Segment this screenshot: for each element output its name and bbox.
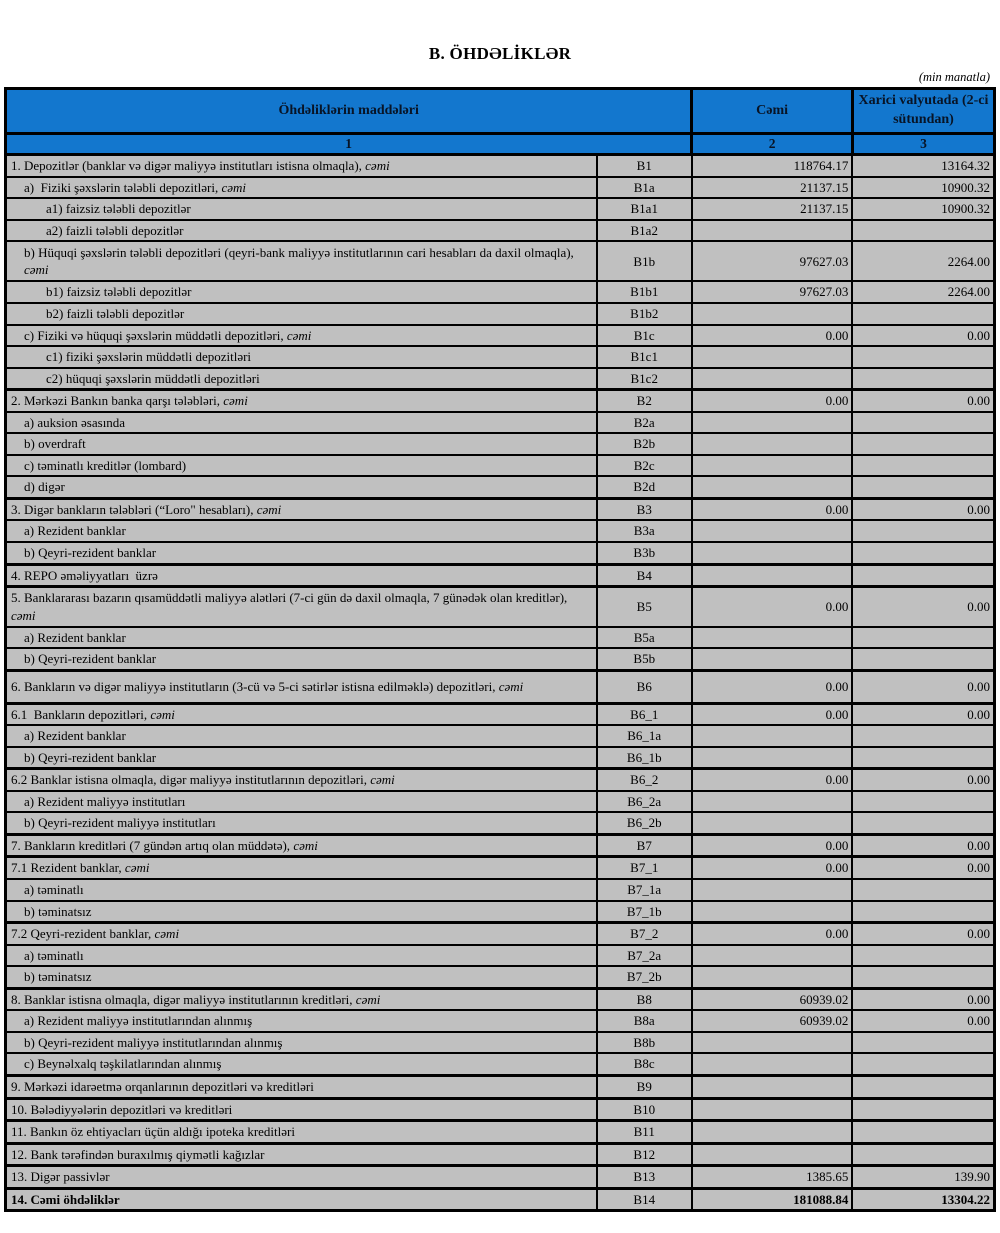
row-code: B7_1a [597,879,692,901]
row-total-value [692,901,853,923]
row-label: 12. Bank tərəfindən buraxılmış qiymətli kağızlar [6,1143,597,1166]
row-foreign-value [852,1053,994,1075]
row-label: 11. Bankın öz ehtiyacları üçün aldığı ipoteka kreditləri [6,1121,597,1144]
table-row-B5 [6,587,995,627]
row-foreign-value: 139.90 [852,1166,994,1189]
row-total-value: 0.00 [692,670,853,703]
table-header [6,89,995,155]
row-code: B3b [597,542,692,564]
row-label: b) Qeyri-rezident maliyyə institutları [6,812,597,834]
row-total-value [692,303,853,325]
table-row-B8 [6,988,995,1010]
row-total-value [692,812,853,834]
row-total-value: 60939.02 [692,1010,853,1032]
row-code: B3 [597,498,692,520]
table-row-B3 [6,498,995,520]
row-total-value [692,879,853,901]
header-row-labels [6,89,995,134]
row-foreign-value [852,346,994,368]
row-total-value [692,791,853,813]
row-foreign-value [852,1143,994,1166]
row-foreign-value [852,455,994,477]
row-total-value [692,627,853,649]
row-code: B2d [597,476,692,498]
row-foreign-value [852,901,994,923]
row-label: 8. Banklar istisna olmaqla, digər maliyyə institutlarının kreditləri, cəmi [6,988,597,1010]
table-row-B6_1a [6,725,995,747]
row-code: B6_1 [597,703,692,725]
row-total-value: 0.00 [692,769,853,791]
row-label: b2) faizli tələbli depozitlər [6,303,597,325]
row-code: B6_1a [597,725,692,747]
row-foreign-value: 0.00 [852,857,994,879]
row-label: c) təminatlı kreditlər (lombard) [6,455,597,477]
table-row-B6_2b [6,812,995,834]
row-total-value [692,520,853,542]
row-label: 9. Mərkəzi idarəetmə orqanlarının depozitləri və kreditləri [6,1075,597,1098]
row-foreign-value: 0.00 [852,923,994,945]
table-row-B6_2a [6,791,995,813]
row-label: 6. Bankların və digər maliyyə institutların (3-cü və 5-ci sətirlər istisna edilməklə) depozitləri, cəmi [6,670,597,703]
table-row-B1c1 [6,346,995,368]
row-foreign-value: 13164.32 [852,155,994,177]
row-foreign-value: 0.00 [852,834,994,857]
row-code: B5b [597,648,692,670]
row-foreign-value [852,520,994,542]
row-label: b) overdraft [6,433,597,455]
row-total-value: 97627.03 [692,241,853,281]
row-code: B6_1b [597,747,692,769]
table-row-B13 [6,1166,995,1189]
row-foreign-value: 0.00 [852,325,994,347]
row-label: 2. Mərkəzi Bankın banka qarşı tələbləri, cəmi [6,390,597,412]
table-row-B1a [6,177,995,199]
row-label: 7.2 Qeyri-rezident banklar, cəmi [6,923,597,945]
row-code: B7_2a [597,945,692,967]
table-row-B2b [6,433,995,455]
row-total-value [692,648,853,670]
row-label: b) təminatsız [6,966,597,988]
row-code: B6_2a [597,791,692,813]
table-row-B3b [6,542,995,564]
row-foreign-value [852,725,994,747]
row-foreign-value [852,476,994,498]
row-total-value [692,945,853,967]
row-label: a) təminatlı [6,945,597,967]
row-total-value: 0.00 [692,587,853,627]
row-code: B5 [597,587,692,627]
header-items-column: Öhdəliklərin maddələri [6,89,692,134]
table-row-B1c [6,325,995,347]
table-row-B9 [6,1075,995,1098]
row-foreign-value [852,627,994,649]
row-total-value: 0.00 [692,703,853,725]
table-row-B7_2b [6,966,995,988]
liabilities-table [4,87,996,1212]
row-code: B5a [597,627,692,649]
row-total-value: 181088.84 [692,1188,853,1211]
row-code: B10 [597,1098,692,1121]
table-row-B3a [6,520,995,542]
row-code: B6 [597,670,692,703]
row-foreign-value: 10900.32 [852,177,994,199]
row-total-value: 0.00 [692,857,853,879]
row-foreign-value [852,303,994,325]
row-label: a1) faizsiz tələbli depozitlər [6,198,597,220]
row-label: b) Qeyri-rezident banklar [6,648,597,670]
table-row-B7_1b [6,901,995,923]
row-foreign-value [852,1032,994,1054]
row-code: B1c [597,325,692,347]
row-label: 10. Bələdiyyələrin depozitləri və kreditləri [6,1098,597,1121]
liabilities-table-body [6,155,995,1211]
row-total-value [692,346,853,368]
table-row-B5a [6,627,995,649]
row-total-value: 0.00 [692,325,853,347]
table-row-B1a1 [6,198,995,220]
table-row-B6_1b [6,747,995,769]
table-row-B8a [6,1010,995,1032]
row-total-value [692,725,853,747]
row-foreign-value [852,966,994,988]
row-code: B14 [597,1188,692,1211]
row-total-value: 118764.17 [692,155,853,177]
row-code: B4 [597,564,692,587]
row-foreign-value [852,433,994,455]
row-total-value: 21137.15 [692,177,853,199]
row-foreign-value: 0.00 [852,988,994,1010]
row-code: B6_2b [597,812,692,834]
row-foreign-value [852,412,994,434]
row-label: 3. Digər bankların tələbləri (“Loro" hesabları), cəmi [6,498,597,520]
row-foreign-value: 0.00 [852,587,994,627]
table-row-B2a [6,412,995,434]
row-total-value [692,1075,853,1098]
row-label: b) Qeyri-rezident maliyyə institutlarından alınmış [6,1032,597,1054]
row-label: a) auksion əsasında [6,412,597,434]
row-label: 4. REPO əməliyyatları üzrə [6,564,597,587]
row-label: 6.2 Banklar istisna olmaqla, digər maliyyə institutlarının depozitləri, cəmi [6,769,597,791]
row-foreign-value [852,542,994,564]
table-row-B1a2 [6,220,995,242]
row-label: a) Rezident maliyyə institutları [6,791,597,813]
row-code: B1c1 [597,346,692,368]
header-col-number-1: 1 [6,134,692,155]
header-foreign-column: Xarici valyutada (2-ci sütundan) [852,89,994,134]
row-total-value [692,412,853,434]
row-foreign-value [852,1098,994,1121]
table-row-B8b [6,1032,995,1054]
row-total-value [692,1098,853,1121]
row-code: B1a1 [597,198,692,220]
row-foreign-value [852,1121,994,1144]
row-foreign-value: 0.00 [852,1010,994,1032]
row-total-value [692,1143,853,1166]
row-label: 1. Depozitlər (banklar və digər maliyyə institutları istisna olmaqla), cəmi [6,155,597,177]
row-total-value: 0.00 [692,498,853,520]
table-row-B7_2 [6,923,995,945]
row-foreign-value [852,648,994,670]
row-foreign-value: 2264.00 [852,281,994,303]
table-row-B12 [6,1143,995,1166]
row-code: B7_2b [597,966,692,988]
table-row-B4 [6,564,995,587]
row-foreign-value: 2264.00 [852,241,994,281]
table-row-B5b [6,648,995,670]
row-label: a) təminatlı [6,879,597,901]
row-total-value: 0.00 [692,923,853,945]
row-foreign-value: 0.00 [852,670,994,703]
row-total-value: 1385.65 [692,1166,853,1189]
row-label: b) Qeyri-rezident banklar [6,747,597,769]
row-total-value [692,433,853,455]
row-code: B8b [597,1032,692,1054]
row-label: 7.1 Rezident banklar, cəmi [6,857,597,879]
row-label: d) digər [6,476,597,498]
row-code: B1a2 [597,220,692,242]
header-col-number-2: 2 [692,134,853,155]
row-code: B1b [597,241,692,281]
row-label: b) Qeyri-rezident banklar [6,542,597,564]
row-label: b1) faizsiz tələbli depozitlər [6,281,597,303]
row-total-value: 60939.02 [692,988,853,1010]
row-code: B8c [597,1053,692,1075]
row-total-value [692,368,853,390]
row-total-value: 97627.03 [692,281,853,303]
row-code: B11 [597,1121,692,1144]
row-total-value [692,564,853,587]
table-row-B1c2 [6,368,995,390]
row-code: B3a [597,520,692,542]
row-code: B2b [597,433,692,455]
row-foreign-value: 13304.22 [852,1188,994,1211]
row-foreign-value [852,879,994,901]
row-total-value [692,747,853,769]
row-foreign-value [852,368,994,390]
row-label: c2) hüquqi şəxslərin müddətli depozitləri [6,368,597,390]
table-row-B11 [6,1121,995,1144]
table-row-B6 [6,670,995,703]
row-label: 7. Bankların kreditləri (7 gündən artıq olan müddətə), cəmi [6,834,597,857]
row-total-value [692,476,853,498]
row-code: B1 [597,155,692,177]
row-code: B6_2 [597,769,692,791]
page-title: B. ÖHDƏLİKLƏR [428,44,572,63]
row-code: B2 [597,390,692,412]
table-row-B8c [6,1053,995,1075]
row-code: B1c2 [597,368,692,390]
row-code: B2c [597,455,692,477]
row-label: a) Rezident banklar [6,627,597,649]
row-label: a) Fiziki şəxslərin tələbli depozitləri, cəmi [6,177,597,199]
row-label: 6.1 Bankların depozitləri, cəmi [6,703,597,725]
row-code: B2a [597,412,692,434]
row-total-value [692,220,853,242]
row-total-value: 0.00 [692,834,853,857]
table-row-B6_1 [6,703,995,725]
row-foreign-value: 0.00 [852,390,994,412]
row-foreign-value: 0.00 [852,498,994,520]
table-row-B7 [6,834,995,857]
row-label: a) Rezident banklar [6,520,597,542]
row-foreign-value [852,791,994,813]
row-total-value [692,1121,853,1144]
row-label: c) Beynəlxalq təşkilatlarından alınmış [6,1053,597,1075]
table-row-B1b2 [6,303,995,325]
table-row-B1b [6,241,995,281]
table-row-B6_2 [6,769,995,791]
row-foreign-value [852,812,994,834]
row-foreign-value [852,747,994,769]
header-col-number-3: 3 [852,134,994,155]
row-total-value [692,455,853,477]
table-row-B7_1 [6,857,995,879]
row-foreign-value [852,220,994,242]
row-code: B1b2 [597,303,692,325]
table-row-B2 [6,390,995,412]
row-total-value [692,1032,853,1054]
row-total-value: 0.00 [692,390,853,412]
row-code: B13 [597,1166,692,1189]
row-label: b) Hüquqi şəxslərin tələbli depozitləri (qeyri-bank maliyyə institutlarının cari hesabları da daxil olmaqla), cəmi [6,241,597,281]
row-total-value: 21137.15 [692,198,853,220]
unit-note: (min manatla) [918,70,990,84]
row-code: B7_1b [597,901,692,923]
row-foreign-value: 0.00 [852,703,994,725]
row-label: b) təminatsız [6,901,597,923]
table-row-B2d [6,476,995,498]
table-row-B7_2a [6,945,995,967]
row-label: c) Fiziki və hüquqi şəxslərin müddətli depozitləri, cəmi [6,325,597,347]
row-code: B12 [597,1143,692,1166]
row-code: B1b1 [597,281,692,303]
row-foreign-value: 10900.32 [852,198,994,220]
row-total-value [692,542,853,564]
table-row-B2c [6,455,995,477]
table-row-B1 [6,155,995,177]
row-foreign-value: 0.00 [852,769,994,791]
row-foreign-value [852,945,994,967]
row-label: 14. Cəmi öhdəliklər [6,1188,597,1211]
row-code: B7_1 [597,857,692,879]
row-label: 13. Digər passivlər [6,1166,597,1189]
row-label: a2) faizli tələbli depozitlər [6,220,597,242]
table-row-B1b1 [6,281,995,303]
row-code: B7 [597,834,692,857]
row-code: B1a [597,177,692,199]
row-foreign-value [852,1075,994,1098]
row-label: a) Rezident maliyyə institutlarından alınmış [6,1010,597,1032]
row-code: B7_2 [597,923,692,945]
header-row-numbers [6,134,995,155]
row-code: B8 [597,988,692,1010]
table-row-B10 [6,1098,995,1121]
row-label: c1) fiziki şəxslərin müddətli depozitləri [6,346,597,368]
row-total-value [692,966,853,988]
row-code: B9 [597,1075,692,1098]
table-row-B14 [6,1188,995,1211]
row-code: B8a [597,1010,692,1032]
row-label: a) Rezident banklar [6,725,597,747]
header-total-column: Cəmi [692,89,853,134]
row-total-value [692,1053,853,1075]
report-page [0,44,1000,1233]
table-row-B7_1a [6,879,995,901]
row-label: 5. Banklararası bazarın qısamüddətli maliyyə alətləri (7-ci gün də daxil olmaqla, 7 günədək olan kreditlər), cəmi [6,587,597,627]
row-foreign-value [852,564,994,587]
